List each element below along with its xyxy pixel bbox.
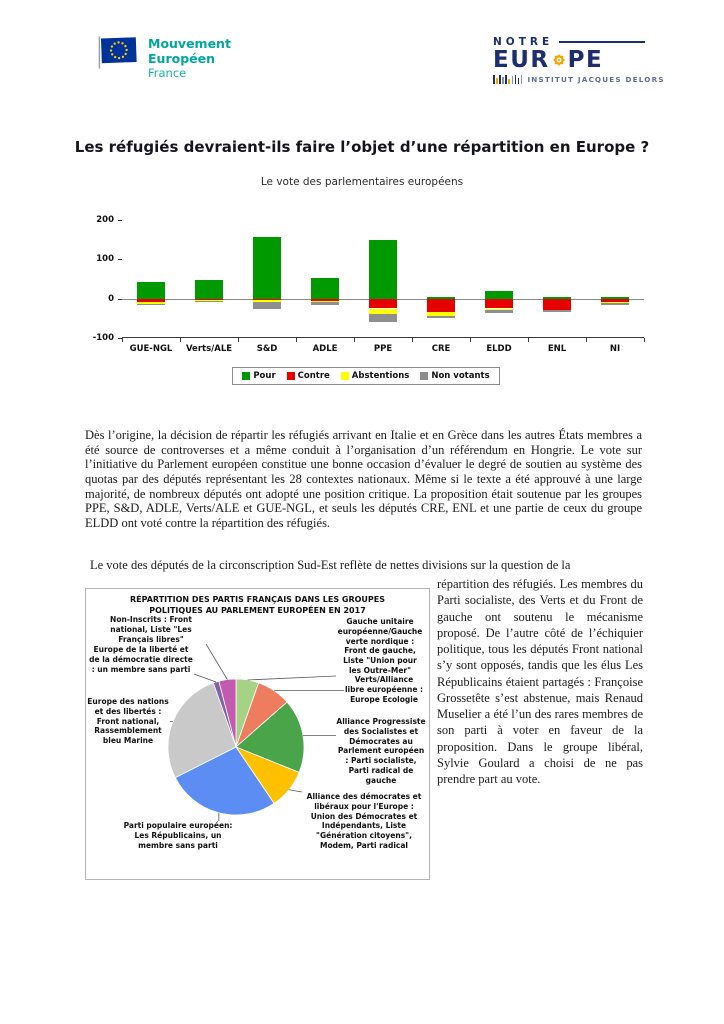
notre-label: NOTRE — [493, 36, 554, 48]
pie-chart-box — [85, 588, 430, 880]
mouvement-europeen-logo — [95, 36, 231, 80]
paragraph-2-intro: Le vote des députés de la circonscription Sud-Est reflète de nettes divisions sur la question de la — [90, 558, 571, 572]
pie-label-non-inscrits: Non-Inscrits : Front national, Liste "Les Français libres" — [110, 615, 192, 644]
pie-leader-line — [289, 790, 302, 792]
page-title: Les réfugiés devraient-ils faire l’objet d’une répartition en Europe ? — [74, 138, 650, 156]
bar-category-label: S&D — [256, 344, 278, 354]
bar-segment-pour — [195, 280, 223, 298]
x-tick-mark — [354, 338, 355, 342]
bar-segment-pour — [485, 291, 513, 299]
y-tick-label: 200 — [96, 215, 114, 225]
europe-wordmark — [493, 48, 645, 72]
x-tick-mark — [528, 338, 529, 342]
mouvement-europeen-wordmark — [148, 36, 231, 80]
logo-rule — [559, 41, 645, 42]
bar-category-label: ELDD — [486, 344, 512, 354]
bar-plot-area — [122, 220, 644, 338]
x-tick-mark — [180, 338, 181, 342]
eu-flag-icon — [95, 36, 139, 69]
bar-segment-contre — [369, 299, 397, 309]
bar-segment-non-votants — [369, 314, 397, 322]
header — [95, 36, 665, 85]
x-tick-mark — [122, 338, 123, 342]
x-tick-mark — [412, 338, 413, 342]
pie-leader-line — [206, 644, 227, 680]
legend-swatch — [242, 372, 250, 380]
bar-segment-pour — [253, 237, 281, 299]
logo-line-3: France — [148, 65, 187, 80]
pie-label-gue-ngl: Gauche unitaire européenne/Gauche verte nordique : Front de gauche, Liste "Union pour les Outre-Mer" — [337, 617, 423, 675]
pie-label-eldd: Europe de la liberté et de la démocratie directe : un membre sans parti — [89, 645, 193, 674]
x-axis-line — [122, 337, 644, 338]
bar-category-label: ADLE — [312, 344, 338, 354]
bar-x-labels — [122, 338, 644, 354]
pie-chart-title: RÉPARTITION DES PARTIS FRANÇAIS DANS LES GROUPES POLITIQUES AU PARLEMENT EUROPÉEN EN 2017 — [129, 595, 386, 615]
bar-chart — [88, 215, 644, 385]
y-tick-label: 100 — [96, 254, 114, 265]
bar-segment-non-votants — [427, 316, 455, 318]
chart-subtitle: Le vote des parlementaires européens — [260, 176, 464, 188]
bar-segment-contre — [485, 299, 513, 309]
pie-label-verts-ale: Verts/Alliance libre européenne : Europe Ecologie — [344, 675, 424, 704]
legend-swatch — [341, 372, 349, 380]
pie-leader-line — [194, 674, 216, 682]
europe-post: PE — [567, 47, 604, 73]
bar-segment-non-votants — [137, 304, 165, 305]
x-tick-mark — [586, 338, 587, 342]
bar-category-label: ENL — [547, 344, 567, 354]
bar-segment-pour — [369, 240, 397, 298]
bar-chart-plot-row — [88, 215, 644, 343]
bar-segment-non-votants — [253, 302, 281, 309]
pie-label-sd: Alliance Progressiste des Socialistes et Démocrates au Parlement européen : Parti socialiste, Parti radical de gauche — [336, 717, 426, 785]
legend-label: Pour — [253, 371, 276, 381]
bar-segment-non-votants — [601, 303, 629, 304]
bar-category-label: Verts/ALE — [185, 344, 233, 354]
bar-legend — [232, 367, 499, 385]
bar-category-label: CRE — [431, 344, 451, 354]
bar-category-label: GUE-NGL — [129, 344, 173, 354]
logo-line-2: Européen — [148, 50, 215, 66]
paragraph-2-column: répartition des réfugiés. Les membres du Parti socialiste, des Verts et du Front de gauche ont soutenu le mécanisme proposé. De l’autre côté de l’échiquier politique, tous les députés Front national s’y sont opposés, tandis que les élus Les Républicains étaient partagés : Françoise Grossetête s’est abstenue, mais Renaud Muselier a été l’un des rares membres de son parti à voter en faveur de la proposition. Dans le groupe libéral, Sylvie Goulard a choisi de ne pas prendre part au vote. — [437, 577, 643, 786]
y-tick-label: -100 — [92, 333, 114, 343]
x-tick-mark — [470, 338, 471, 342]
bar-segment-contre — [427, 299, 455, 313]
paragraph-1: Dès l’origine, la décision de répartir les réfugiés arrivant en Italie et en Grèce dans les autres États membres a été source de controverses et a même conduit à l’organisation d’un référendum en Hongrie. Le vote sur l’initiative du Parlement européen constitue une bonne occasion d’évaluer le degré de soutien au système des quotas par des députés représentant les 28 contextes nationaux. Même si le texte a été approuvé à une large majorité, de nombreux députés ont adopté une position critique. La proposition était soutenue par les groupes PPE, S&D, ADLE, Verts/ALE et GUE-NGL, et seuls les députés CRE, ENL et une partie de ceux du groupe ELDD ont voté contre la répartition des réfugiés. — [85, 428, 642, 530]
pie-leader-line — [247, 676, 336, 680]
europe-pre: EUR — [493, 47, 550, 73]
x-tick-mark — [296, 338, 297, 342]
bar-segment-contre — [543, 299, 571, 310]
legend-item — [420, 371, 489, 381]
legend-label: Contre — [297, 371, 330, 381]
bar-segment-pour — [311, 278, 339, 298]
legend-label: Abstentions — [351, 371, 410, 381]
notre-europe-logo — [493, 36, 665, 85]
barcode-icon — [493, 75, 522, 84]
institut-label: INSTITUT JACQUES DELORS — [527, 75, 665, 85]
bar-y-axis — [88, 215, 122, 343]
legend-item — [341, 371, 410, 381]
x-tick-mark — [238, 338, 239, 342]
bar-segment-pour — [137, 282, 165, 299]
bar-segment-non-votants — [311, 302, 339, 304]
bar-segment-non-votants — [543, 310, 571, 312]
pie-label-enl: Europe des nations et des libertés : Front national, Rassemblement bleu Marine — [87, 697, 169, 745]
y-tick-label: 0 — [108, 293, 114, 304]
bar-category-label: PPE — [373, 344, 393, 354]
logo-line-1: Mouvement — [148, 36, 231, 51]
pie-label-ppe: Parti populaire européen: Les Républicains, un membre sans parti — [123, 821, 233, 850]
legend-swatch — [287, 372, 295, 380]
legend-label: Non votants — [431, 371, 490, 381]
legend-swatch — [420, 372, 428, 380]
legend-item — [287, 371, 330, 381]
bar-segment-non-votants — [195, 301, 223, 302]
bar-category-label: NI — [609, 344, 621, 354]
pie-label-adle: Alliance des démocrates et libéraux pour l'Europe : Union des Démocrates et Indépendants, Liste "Génération citoyens", Modem, Parti radical — [306, 792, 422, 850]
bar-segment-non-votants — [485, 310, 513, 313]
x-tick-mark — [644, 338, 645, 342]
legend-item — [242, 371, 275, 381]
compass-star-icon — [551, 52, 567, 68]
institut-row — [493, 75, 665, 85]
